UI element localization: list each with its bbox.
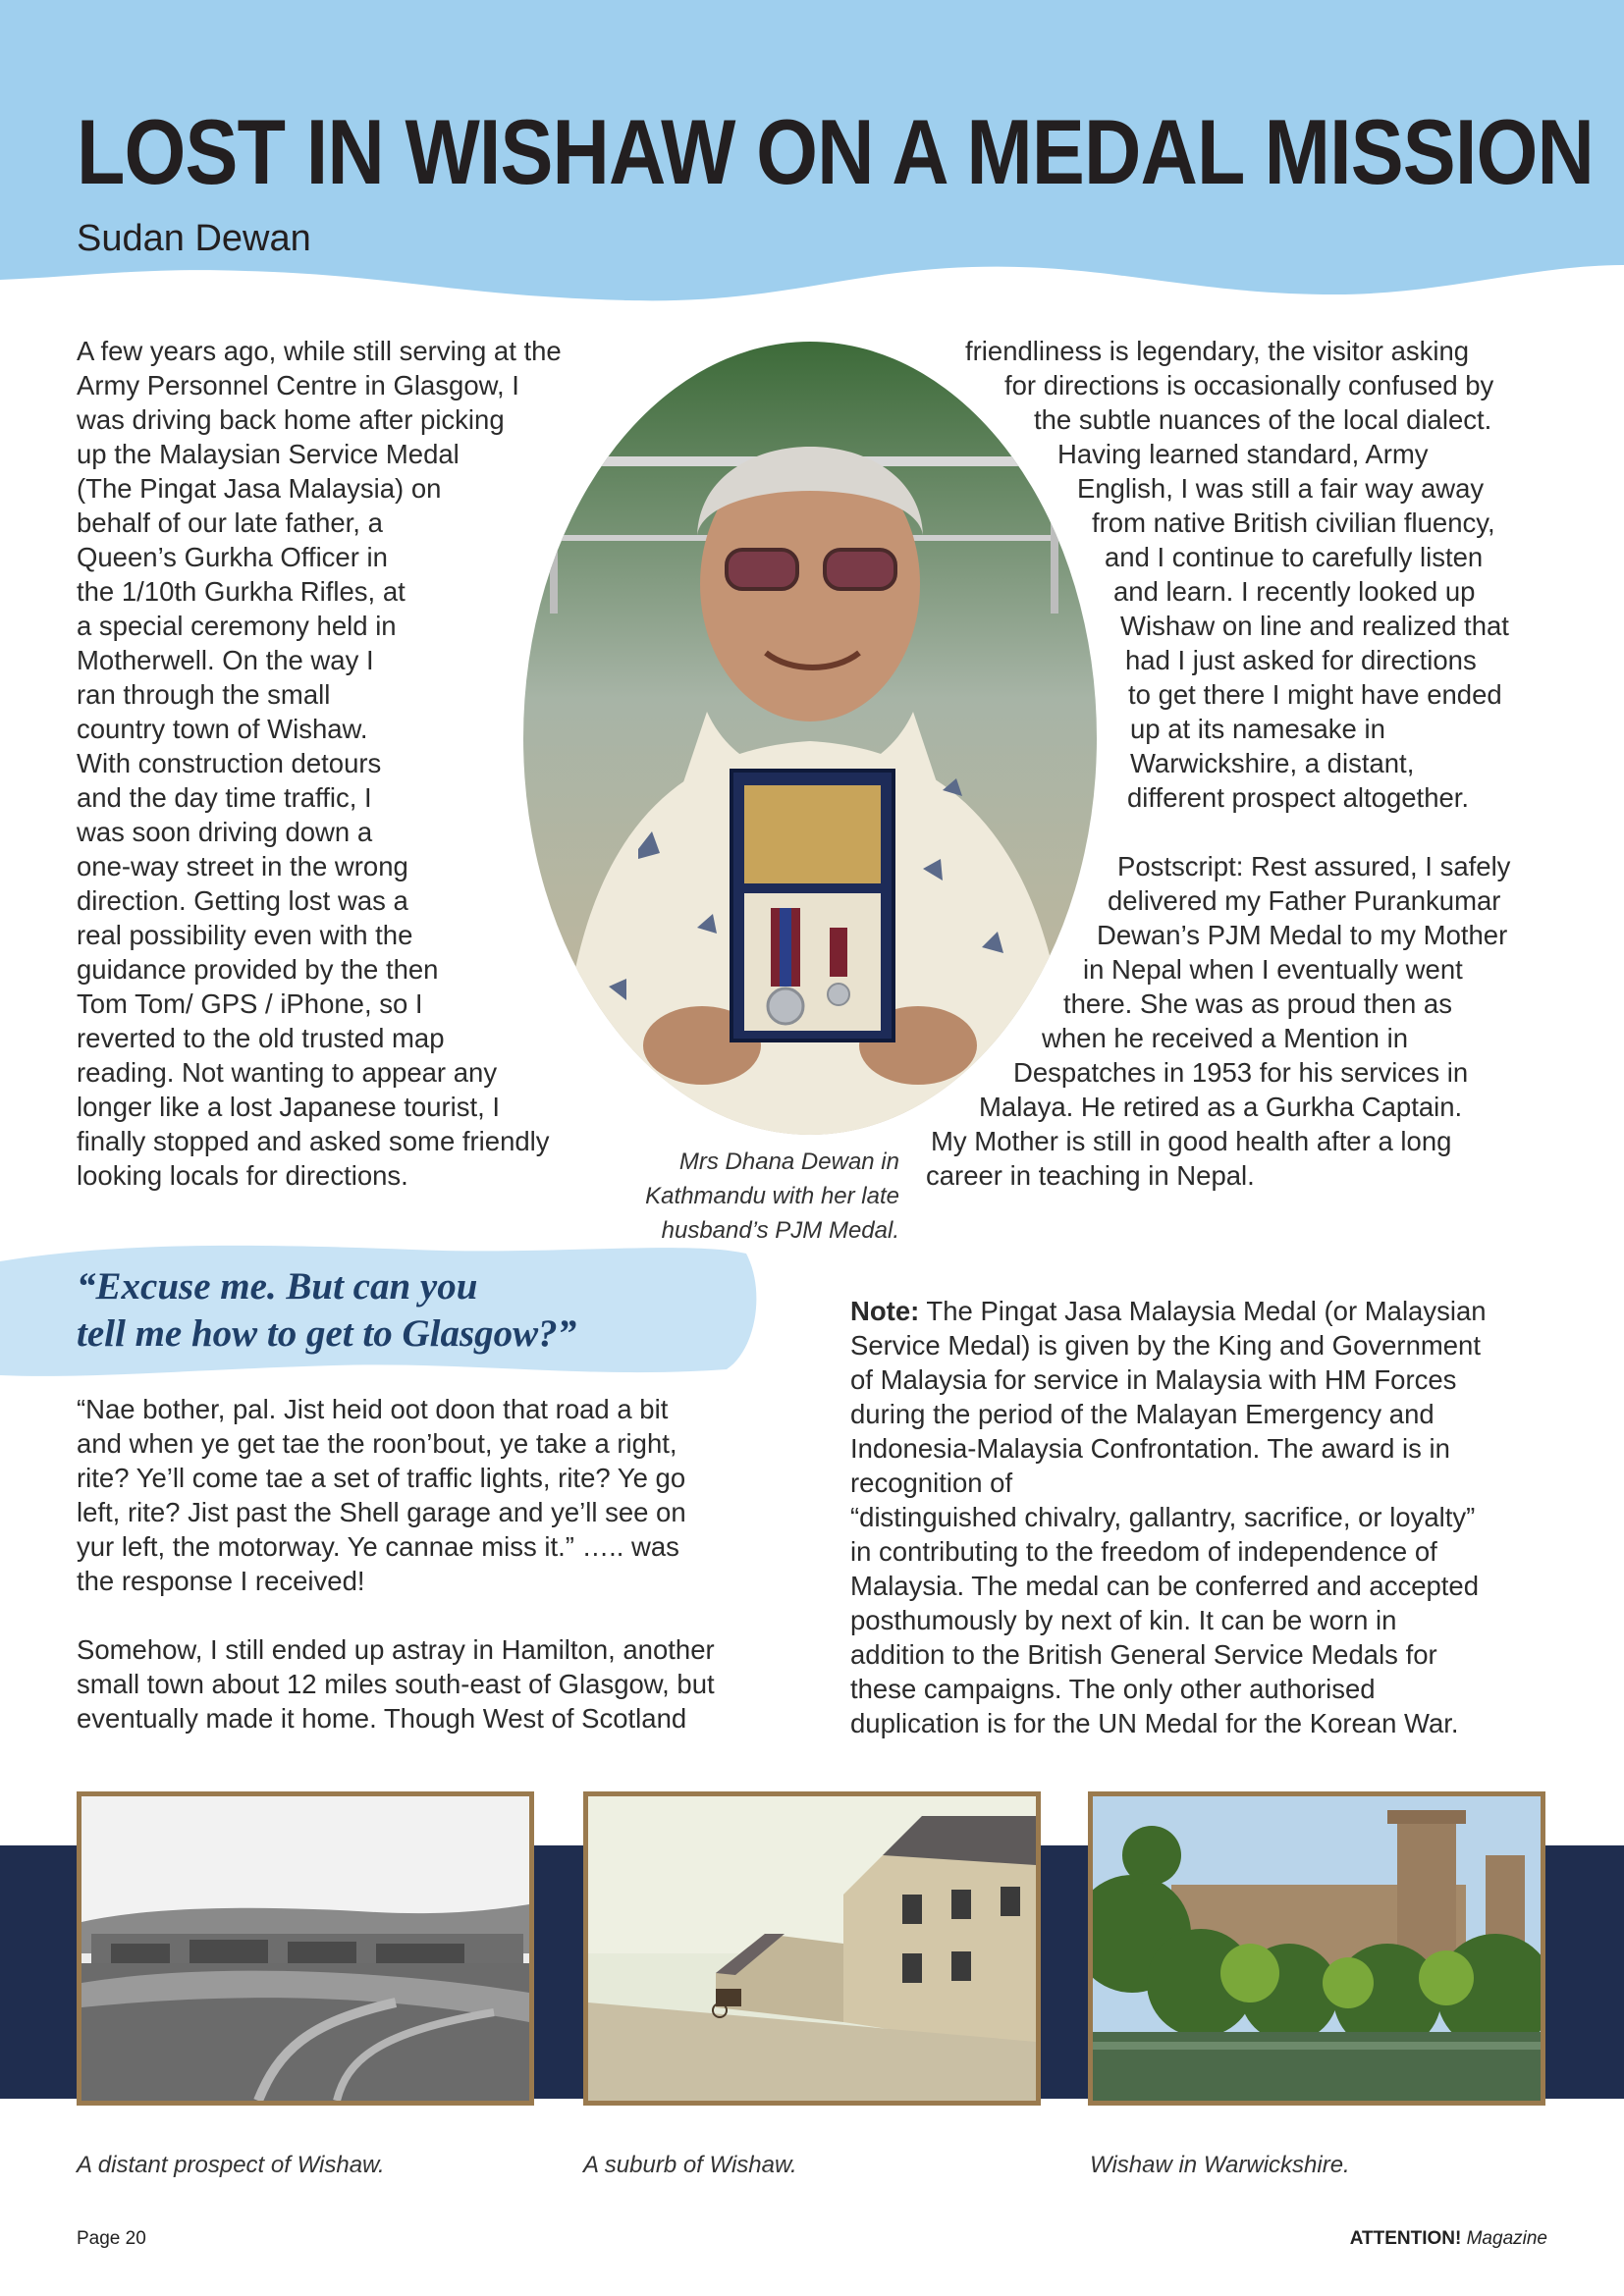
text-line: behalf of our late father, a: [77, 507, 383, 538]
text-line: A few years ago, while still serving at the: [77, 336, 562, 366]
quote-line: “Excuse me. But can you: [77, 1265, 478, 1308]
text-line: With construction detours: [77, 748, 382, 778]
text-line: country town of Wishaw.: [77, 714, 368, 744]
note-first-line: [850, 1294, 1557, 1328]
text-line: to get there I might have ended: [1128, 679, 1502, 710]
text-line: guidance provided by the then: [77, 954, 439, 985]
text-line: the 1/10th Gurkha Rifles, at: [77, 576, 406, 607]
text-line: the subtle nuances of the local dialect.: [1034, 404, 1492, 435]
text-line: there. She was as proud then as: [1063, 988, 1452, 1019]
text-line: Postscript: Rest assured, I safely: [1117, 851, 1511, 881]
text-line: Tom Tom/ GPS / iPhone, so I: [77, 988, 423, 1019]
text-line: from native British civilian fluency,: [1092, 507, 1495, 538]
text-line: different prospect altogether.: [1127, 782, 1470, 813]
text-line: was soon driving down a: [77, 817, 373, 847]
text-line: “Nae bother, pal. Jist heid oot doon that road a bit: [77, 1394, 669, 1424]
text-line: finally stopped and asked some friendly: [77, 1126, 550, 1156]
text-line: career in teaching in Nepal.: [926, 1160, 1255, 1191]
photo-distant-prospect: [77, 1791, 534, 2106]
text-line: longer like a lost Japanese tourist, I: [77, 1092, 501, 1122]
text-line: in Nepal when I eventually went: [1083, 954, 1463, 985]
caption-line: Mrs Dhana Dewan in: [678, 1148, 899, 1175]
text-line: My Mother is still in good health after a long: [931, 1126, 1452, 1156]
text-line: up at its namesake in: [1130, 714, 1385, 744]
text-line: Somehow, I still ended up astray in Hamilton, another: [77, 1634, 715, 1665]
text-line: Motherwell. On the way I: [77, 645, 374, 675]
text-line: Malaysia. The medal can be conferred and accepted: [850, 1571, 1480, 1601]
text-line: and when ye get tae the roon’bout, ye take a right,: [77, 1428, 677, 1459]
note-label: Note:: [850, 1296, 920, 1326]
photo-warwickshire: [1088, 1791, 1545, 2106]
text-line: a special ceremony held in: [77, 611, 397, 641]
dialogue-section: [77, 1392, 784, 1735]
pull-quote: [77, 1263, 576, 1358]
text-line: addition to the British General Service Medals for: [850, 1639, 1437, 1670]
photo-caption: A distant prospect of Wishaw.: [77, 2152, 385, 2178]
photo-caption: A suburb of Wishaw.: [583, 2152, 797, 2178]
text-line: (The Pingat Jasa Malaysia) on: [77, 473, 442, 504]
text-line: for directions is occasionally confused by: [1004, 370, 1494, 400]
text-line: Warwickshire, a distant,: [1130, 748, 1415, 778]
text-line: looking locals for directions.: [77, 1160, 408, 1191]
text-line: eventually made it home. Though West of Scotland: [77, 1703, 687, 1734]
photo-suburb: [583, 1791, 1041, 2106]
text-line: duplication is for the UN Medal for the Korean War.: [850, 1708, 1459, 1738]
text-line: the response I received!: [77, 1566, 365, 1596]
caption-line: Kathmandu with her late: [645, 1183, 899, 1209]
text-line: real possibility even with the: [77, 920, 413, 950]
text-line: Army Personnel Centre in Glasgow, I: [77, 370, 519, 400]
photo-caption: Wishaw in Warwickshire.: [1090, 2152, 1350, 2178]
text-line: left, rite? Jist past the Shell garage and ye’ll see on: [77, 1497, 686, 1527]
text-line: was driving back home after picking: [77, 404, 505, 435]
text-line: up the Malaysian Service Medal: [77, 439, 460, 469]
text-line: these campaigns. The only other authorised: [850, 1674, 1376, 1704]
author-name: Sudan Dewan: [77, 218, 311, 259]
text-line: in contributing to the freedom of independence of: [850, 1536, 1437, 1567]
paragraph-spacer: [77, 1598, 784, 1632]
text-line: Service Medal) is given by the King and Government: [850, 1330, 1481, 1361]
text-line: reading. Not wanting to appear any: [77, 1057, 498, 1088]
text-line: Wishaw on line and realized that: [1120, 611, 1509, 641]
text-line: posthumously by next of kin. It can be worn in: [850, 1605, 1397, 1635]
text-line: when he received a Mention in: [1042, 1023, 1409, 1053]
text-line: friendliness is legendary, the visitor asking: [965, 336, 1470, 366]
text-line: Indonesia-Malaysia Confrontation. The award is in: [850, 1433, 1450, 1464]
article-title: LOST IN WISHAW ON A MEDAL MISSION: [77, 100, 1595, 203]
note-text: The Pingat Jasa Malaysia Medal (or Malaysian: [919, 1296, 1487, 1326]
text-line: of Malaysia for service in Malaysia with HM Forces: [850, 1364, 1457, 1395]
text-line: Having learned standard, Army: [1057, 439, 1429, 469]
text-line: had I just asked for directions: [1125, 645, 1477, 675]
text-line: rite? Ye’ll come tae a set of traffic lights, rite? Ye go: [77, 1463, 686, 1493]
text-line: English, I was still a fair way away: [1077, 473, 1485, 504]
text-line: and the day time traffic, I: [77, 782, 372, 813]
text-line: Despatches in 1953 for his services in: [1013, 1057, 1469, 1088]
text-line: delivered my Father Purankumar: [1108, 885, 1501, 916]
right-column: [0, 334, 1624, 1193]
quote-line: tell me how to get to Glasgow?”: [77, 1312, 577, 1355]
text-line: and learn. I recently looked up: [1113, 576, 1476, 607]
text-line: direction. Getting lost was a: [77, 885, 408, 916]
text-line: one-way street in the wrong: [77, 851, 408, 881]
text-line: reverted to the old trusted map: [77, 1023, 445, 1053]
caption-line: husband’s PJM Medal.: [661, 1217, 899, 1244]
paragraph-spacer: [0, 815, 1624, 849]
text-line: recognition of: [850, 1468, 1013, 1498]
text-line: Malaya. He retired as a Gurkha Captain.: [979, 1092, 1463, 1122]
magazine-name-italic: Magazine: [1461, 2228, 1547, 2249]
text-line: yur left, the motorway. Ye cannae miss it.” ….. was: [77, 1531, 679, 1562]
text-line: and I continue to carefully listen: [1105, 542, 1484, 572]
page-number: Page 20: [77, 2228, 146, 2249]
note-section: [850, 1294, 1557, 1740]
text-line: during the period of the Malayan Emergency and: [850, 1399, 1435, 1429]
text-line: Dewan’s PJM Medal to my Mother: [1097, 920, 1508, 950]
text-line: ran through the small: [77, 679, 331, 710]
text-line: small town about 12 miles south-east of Glasgow, but: [77, 1669, 715, 1699]
magazine-name: [1341, 2228, 1547, 2250]
text-line: Queen’s Gurkha Officer in: [77, 542, 388, 572]
magazine-name-bold: ATTENTION!: [1349, 2228, 1462, 2249]
text-line: “distinguished chivalry, gallantry, sacrifice, or loyalty”: [850, 1502, 1476, 1532]
